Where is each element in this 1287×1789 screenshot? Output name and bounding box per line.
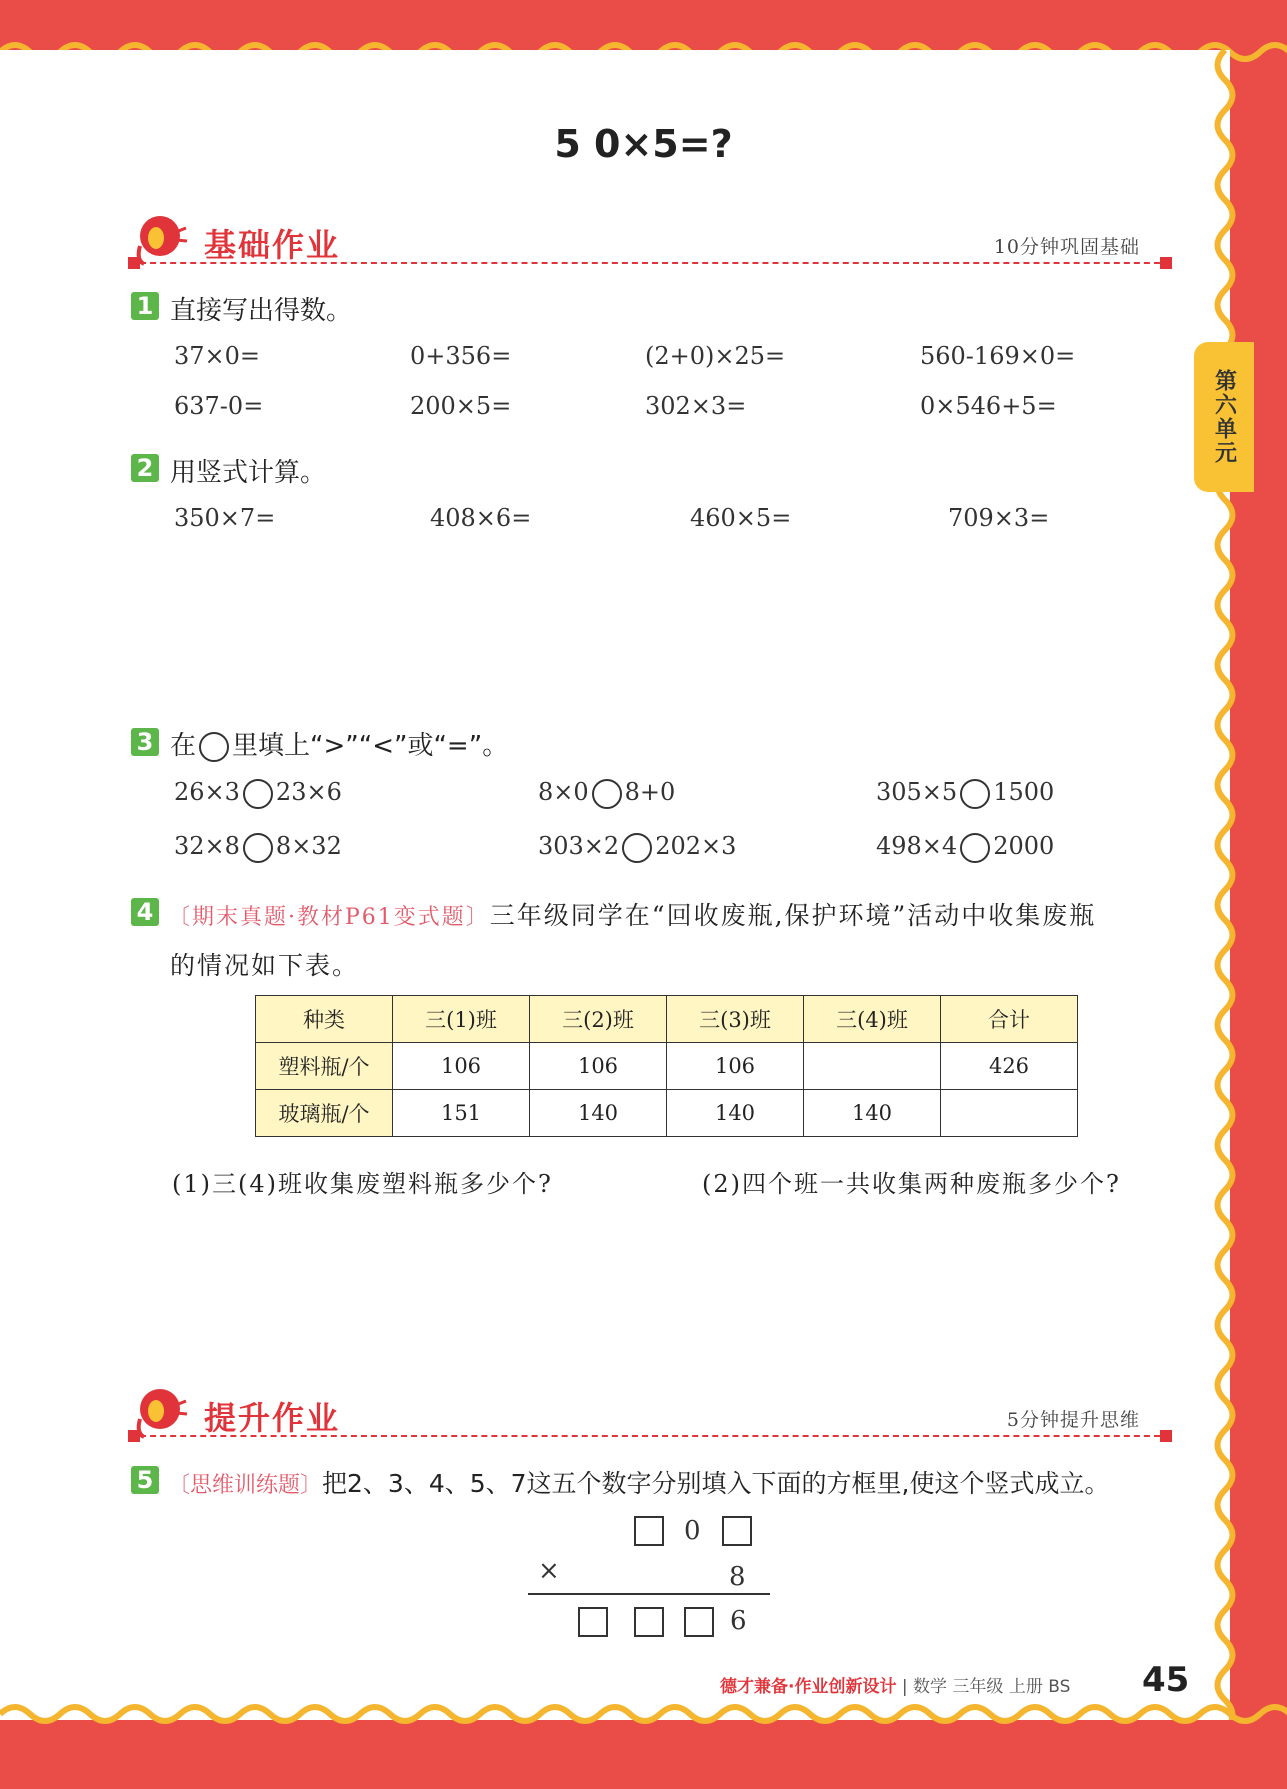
compare-item: 498×4 2000 (876, 832, 1054, 863)
expression: 0×546+5= (920, 392, 1057, 420)
compare-item: 8×0 8+0 (538, 778, 675, 809)
section-time: 10分钟巩固基础 (993, 236, 1140, 258)
digit-eight: 8 (729, 1562, 746, 1592)
expression: 350×7= (174, 504, 276, 532)
compare-item: 32×8 8×32 (174, 832, 342, 863)
table-cell: 140 (804, 1090, 941, 1137)
table-cell: 140 (530, 1090, 667, 1137)
data-table (255, 995, 1078, 1137)
table-cell: 140 (667, 1090, 804, 1137)
question-text: 用竖式计算。 (170, 458, 327, 488)
question-text-part: 里填上“>”“<”或“=”。 (232, 731, 509, 761)
question-text (168, 896, 1096, 932)
table-cell: 106 (393, 1043, 530, 1090)
section-title: 基础作业 (204, 226, 341, 264)
answer-circle[interactable] (243, 779, 273, 809)
question-tag: 〔思维训练题〕 (168, 1473, 323, 1498)
answer-box[interactable] (684, 1607, 714, 1637)
table-row (256, 1090, 1078, 1137)
question-number: 3 (131, 728, 159, 756)
table-header-cell: 三(3)班 (667, 996, 804, 1043)
page-title: 5 0×5=? (554, 122, 733, 166)
compare-item: 305×5 1500 (876, 778, 1054, 809)
expression: 200×5= (410, 392, 512, 420)
section-time: 5分钟提升思维 (1006, 1409, 1140, 1431)
question-number: 2 (131, 454, 159, 482)
digit-six: 6 (730, 1606, 747, 1636)
expression: 37×0= (174, 342, 261, 370)
question-number: 4 (131, 898, 159, 926)
question-text (170, 725, 508, 762)
table-cell: 塑料瓶/个 (256, 1043, 393, 1090)
expression: 709×3= (948, 504, 1050, 532)
section-title: 提升作业 (204, 1399, 341, 1437)
table-cell (804, 1043, 941, 1090)
footer-brand: 德才兼备·作业创新设计 (720, 1677, 897, 1697)
compare-item: 303×2 202×3 (538, 832, 736, 863)
question-text (168, 1464, 1110, 1500)
decorative-wave-bottom (0, 1700, 1287, 1728)
question-text-part: 把2、3、4、5、7这五个数字分别填入下面的方框里,使这个竖式成立。 (322, 1469, 1110, 1498)
answer-box[interactable] (634, 1516, 664, 1546)
sub-question: (1)三(4)班收集废塑料瓶多少个? (172, 1170, 553, 1198)
vertical-calc-line (528, 1593, 770, 1595)
table-header-row (256, 996, 1078, 1043)
table-cell (941, 1090, 1078, 1137)
answer-circle[interactable] (960, 779, 990, 809)
answer-circle[interactable] (243, 833, 273, 863)
unit-side-tab-label: 第六单元 (1211, 369, 1237, 465)
answer-box[interactable] (578, 1607, 608, 1637)
section-divider (130, 1435, 1170, 1437)
table-header-cell: 合计 (941, 996, 1078, 1043)
compare-item: 26×3 23×6 (174, 778, 342, 809)
answer-circle[interactable] (622, 833, 652, 863)
expression: 408×6= (430, 504, 532, 532)
expression: 460×5= (690, 504, 792, 532)
question-number: 5 (131, 1466, 159, 1494)
divider-cap (1160, 1430, 1172, 1442)
expression: 302×3= (645, 392, 747, 420)
footer-info: 数学 三年级 上册 BS (913, 1677, 1071, 1697)
section-divider (130, 262, 1170, 264)
expression: 637-0= (174, 392, 264, 420)
table-header-cell: 三(4)班 (804, 996, 941, 1043)
table-cell: 426 (941, 1043, 1078, 1090)
divider-cap (1160, 257, 1172, 269)
question-tag: 〔期末真题·教材P61变式题〕 (168, 905, 490, 930)
expression: 0+356= (410, 342, 512, 370)
expression: (2+0)×25= (645, 342, 786, 370)
answer-circle[interactable] (960, 833, 990, 863)
answer-circle[interactable] (592, 779, 622, 809)
table-header-cell: 三(1)班 (393, 996, 530, 1043)
section-header-basic (130, 210, 1170, 280)
page-number: 45 (1142, 1660, 1190, 1700)
digit-zero: 0 (684, 1516, 701, 1546)
table-cell: 106 (530, 1043, 667, 1090)
answer-box[interactable] (722, 1516, 752, 1546)
question-number: 1 (131, 292, 159, 320)
table-header-cell: 三(2)班 (530, 996, 667, 1043)
table-row (256, 1043, 1078, 1090)
question-text-part: 三年级同学在“回收废瓶,保护环境”活动中收集废瓶 (489, 901, 1097, 930)
question-text: 直接写出得数。 (170, 296, 353, 326)
section-header-advanced (130, 1383, 1170, 1453)
divider-cap (128, 257, 140, 269)
blank-circle (199, 732, 229, 762)
table-cell: 玻璃瓶/个 (256, 1090, 393, 1137)
question-text-part: 在 (170, 731, 197, 761)
question-text: 的情况如下表。 (170, 951, 360, 980)
table-header-cell: 种类 (256, 996, 393, 1043)
multiply-sign: × (538, 1556, 560, 1586)
decorative-wave-right (1210, 50, 1240, 1720)
table-cell: 106 (667, 1043, 804, 1090)
expression: 560-169×0= (920, 342, 1076, 370)
footer: 德才兼备·作业创新设计 | 数学 三年级 上册 BS (720, 1677, 1071, 1697)
divider-cap (128, 1430, 140, 1442)
table-cell: 151 (393, 1090, 530, 1137)
answer-box[interactable] (634, 1607, 664, 1637)
unit-side-tab (1194, 342, 1254, 492)
sub-question: (2)四个班一共收集两种废瓶多少个? (702, 1170, 1121, 1198)
